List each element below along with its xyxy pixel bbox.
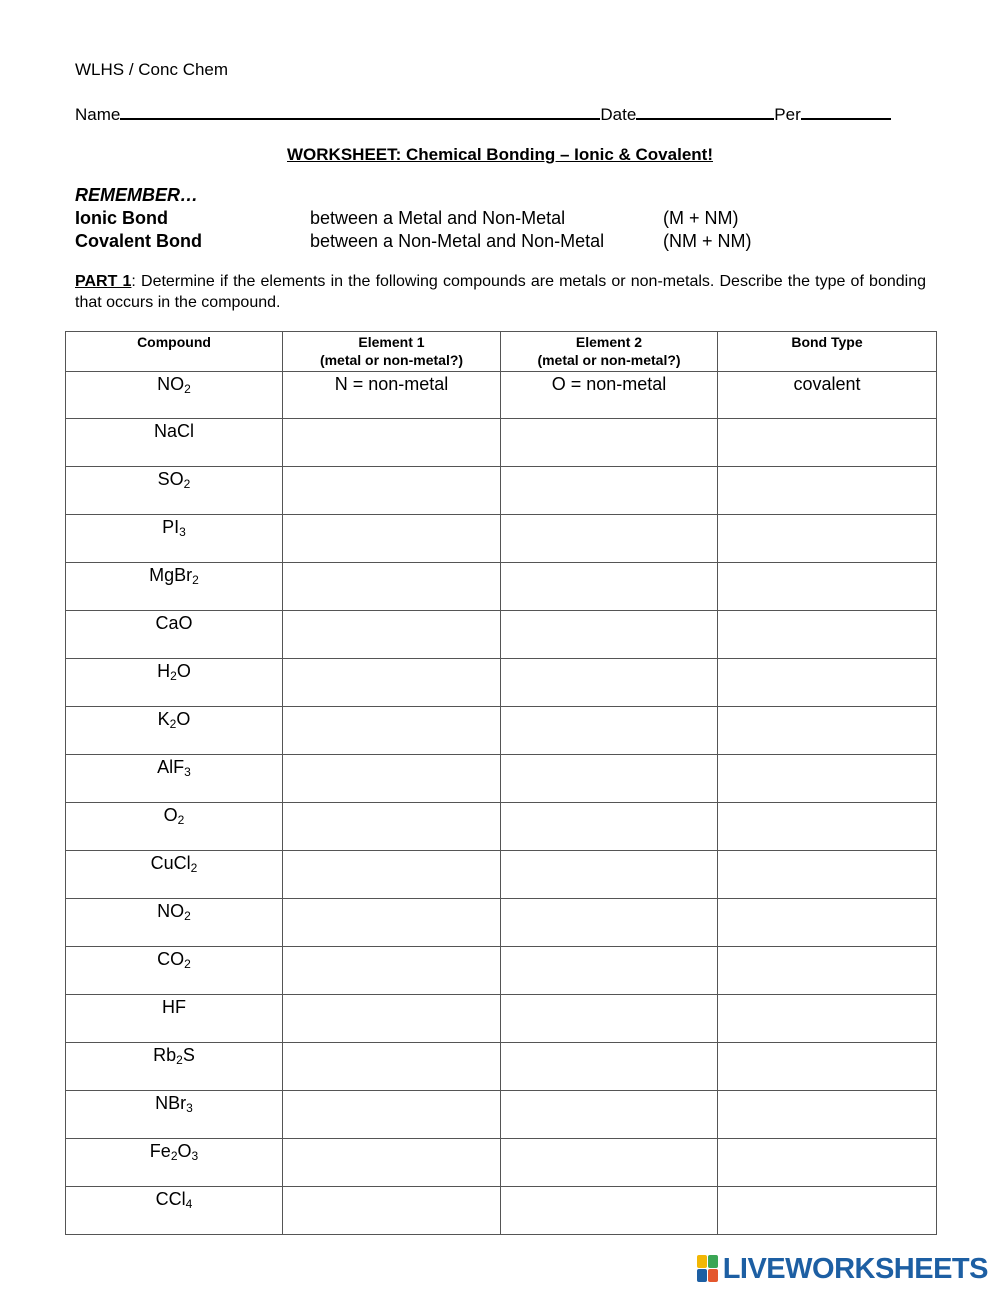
compound-cell: $Rb_2S$ — [66, 1043, 283, 1091]
element-1-cell[interactable] — [283, 1091, 501, 1139]
element-2-cell[interactable] — [501, 515, 718, 563]
compound-cell: NBr$_3$ — [66, 1091, 283, 1139]
header-bond-type: Bond Type — [718, 332, 937, 372]
element-1-cell[interactable] — [283, 1139, 501, 1187]
part1-instructions — [75, 271, 926, 313]
compound-cell: HF — [66, 995, 283, 1043]
bond-type-cell[interactable] — [718, 611, 937, 659]
bonding-table — [65, 331, 937, 1235]
element-2-cell[interactable] — [501, 611, 718, 659]
liveworksheets-brand-text: LIVEWORKSHEETS — [722, 1252, 988, 1285]
element-1-cell[interactable] — [283, 803, 501, 851]
bond-formula: (NM + NM) — [663, 231, 752, 251]
table-row — [66, 419, 937, 467]
element-1-cell[interactable] — [283, 563, 501, 611]
element-1-cell[interactable] — [283, 611, 501, 659]
element-2-cell[interactable] — [501, 1139, 718, 1187]
element-1-cell[interactable] — [283, 707, 501, 755]
compound-cell: AlF$_3$ — [66, 755, 283, 803]
element-2-cell[interactable] — [501, 1043, 718, 1091]
bond-type-cell[interactable] — [718, 1091, 937, 1139]
bond-type-cell[interactable] — [718, 947, 937, 995]
table-row — [66, 563, 937, 611]
compound-cell: CaO — [66, 611, 283, 659]
compound-cell: $H_2O$ — [66, 659, 283, 707]
compound-cell: $Fe_2O_3$ — [66, 1139, 283, 1187]
compound-cell: $NO_2$ — [66, 899, 283, 947]
bond-type-cell[interactable] — [718, 899, 937, 947]
bond-type-cell[interactable] — [718, 1043, 937, 1091]
table-row — [66, 899, 937, 947]
header-element-2: Element 2 (metal or non-metal?) — [501, 332, 718, 372]
compound-cell: $SO_2$ — [66, 467, 283, 515]
element-1-cell[interactable] — [283, 659, 501, 707]
table-row — [66, 467, 937, 515]
element-1-cell[interactable] — [283, 419, 501, 467]
compound-cell: $K_2O$ — [66, 707, 283, 755]
element-2-cell[interactable] — [501, 659, 718, 707]
bond-type-cell[interactable] — [718, 515, 937, 563]
student-info-line — [75, 101, 891, 125]
header-element-1: Element 1 (metal or non-metal?) — [283, 332, 501, 372]
table-row — [66, 515, 937, 563]
compound-cell: $NO_2$ — [66, 372, 283, 419]
element-2-cell[interactable] — [501, 1187, 718, 1235]
element-2-cell[interactable] — [501, 419, 718, 467]
table-row — [66, 947, 937, 995]
bond-name: Ionic Bond — [75, 208, 168, 228]
element-1-cell[interactable] — [283, 1043, 501, 1091]
table-row — [66, 611, 937, 659]
bond-name: Covalent Bond — [75, 231, 203, 251]
period-label: Per — [774, 105, 801, 124]
element-2-cell[interactable] — [501, 1091, 718, 1139]
bond-type-cell[interactable] — [718, 419, 937, 467]
element-1-cell[interactable] — [283, 947, 501, 995]
bond-type-cell[interactable] — [718, 467, 937, 515]
bond-type-cell[interactable] — [718, 1187, 937, 1235]
element-2-cell[interactable] — [501, 995, 718, 1043]
element-1-cell[interactable] — [283, 515, 501, 563]
element-2-cell[interactable] — [501, 755, 718, 803]
element-1-cell[interactable]: N = non-metal — [283, 372, 501, 419]
element-2-cell[interactable] — [501, 707, 718, 755]
element-2-cell[interactable] — [501, 851, 718, 899]
table-row — [66, 707, 937, 755]
element-2-cell[interactable] — [501, 467, 718, 515]
compound-cell: $PI_3$ — [66, 515, 283, 563]
element-2-cell[interactable]: O = non-metal — [501, 372, 718, 419]
table-header-row — [66, 332, 937, 372]
compound-cell: MgBr$_2$ — [66, 563, 283, 611]
element-1-cell[interactable] — [283, 467, 501, 515]
element-1-cell[interactable] — [283, 851, 501, 899]
bond-type-cell[interactable] — [718, 1139, 937, 1187]
bond-description: between a Metal and Non-Metal — [310, 208, 566, 228]
table-row — [66, 372, 937, 419]
bond-description: between a Non-Metal and Non-Metal — [310, 231, 605, 251]
period-field[interactable] — [801, 101, 891, 120]
compound-cell: CuCl$_2$ — [66, 851, 283, 899]
table-row — [66, 755, 937, 803]
table-body — [66, 372, 937, 1235]
table-row — [66, 1091, 937, 1139]
name-field[interactable] — [120, 101, 600, 120]
element-2-cell[interactable] — [501, 947, 718, 995]
table-row — [66, 803, 937, 851]
table-row — [66, 659, 937, 707]
table-row — [66, 1043, 937, 1091]
date-label: Date — [600, 105, 637, 124]
element-1-cell[interactable] — [283, 1187, 501, 1235]
compound-cell: $O_2$ — [66, 803, 283, 851]
element-1-cell[interactable] — [283, 755, 501, 803]
liveworksheets-logo — [697, 1252, 988, 1286]
table-row — [66, 995, 937, 1043]
element-2-cell[interactable] — [501, 563, 718, 611]
table-row — [66, 1139, 937, 1187]
compound-cell: NaCl — [66, 419, 283, 467]
compound-cell: $CO_2$ — [66, 947, 283, 995]
name-label: Name — [75, 105, 121, 124]
bond-formula: (M + NM) — [663, 208, 739, 228]
worksheet-title: WORKSHEET: Chemical Bonding – Ionic & Covalent! — [287, 145, 713, 164]
element-1-cell[interactable] — [283, 995, 501, 1043]
bond-type-cell[interactable] — [718, 995, 937, 1043]
remember-heading: REMEMBER… — [75, 185, 199, 205]
element-2-cell[interactable] — [501, 899, 718, 947]
compound-cell: CCl$_4$ — [66, 1187, 283, 1235]
part1-label: PART 1 — [75, 273, 132, 290]
bond-type-cell[interactable] — [718, 707, 937, 755]
liveworksheets-logo-icon — [697, 1255, 719, 1283]
bond-type-cell[interactable] — [718, 755, 937, 803]
bond-type-cell[interactable] — [718, 659, 937, 707]
table-row — [66, 851, 937, 899]
table-row — [66, 1187, 937, 1235]
element-2-cell[interactable] — [501, 803, 718, 851]
bond-type-cell[interactable]: covalent — [718, 372, 937, 419]
header-compound: Compound — [66, 332, 283, 372]
school-course-label: WLHS / Conc Chem — [75, 60, 229, 79]
bond-type-cell[interactable] — [718, 803, 937, 851]
part1-text: : Determine if the elements in the following compounds are metals or non-metals. Describe the type of bonding that occurs in the compound. — [75, 273, 926, 311]
bond-type-cell[interactable] — [718, 851, 937, 899]
element-1-cell[interactable] — [283, 899, 501, 947]
bond-type-cell[interactable] — [718, 563, 937, 611]
date-field[interactable] — [636, 101, 774, 120]
